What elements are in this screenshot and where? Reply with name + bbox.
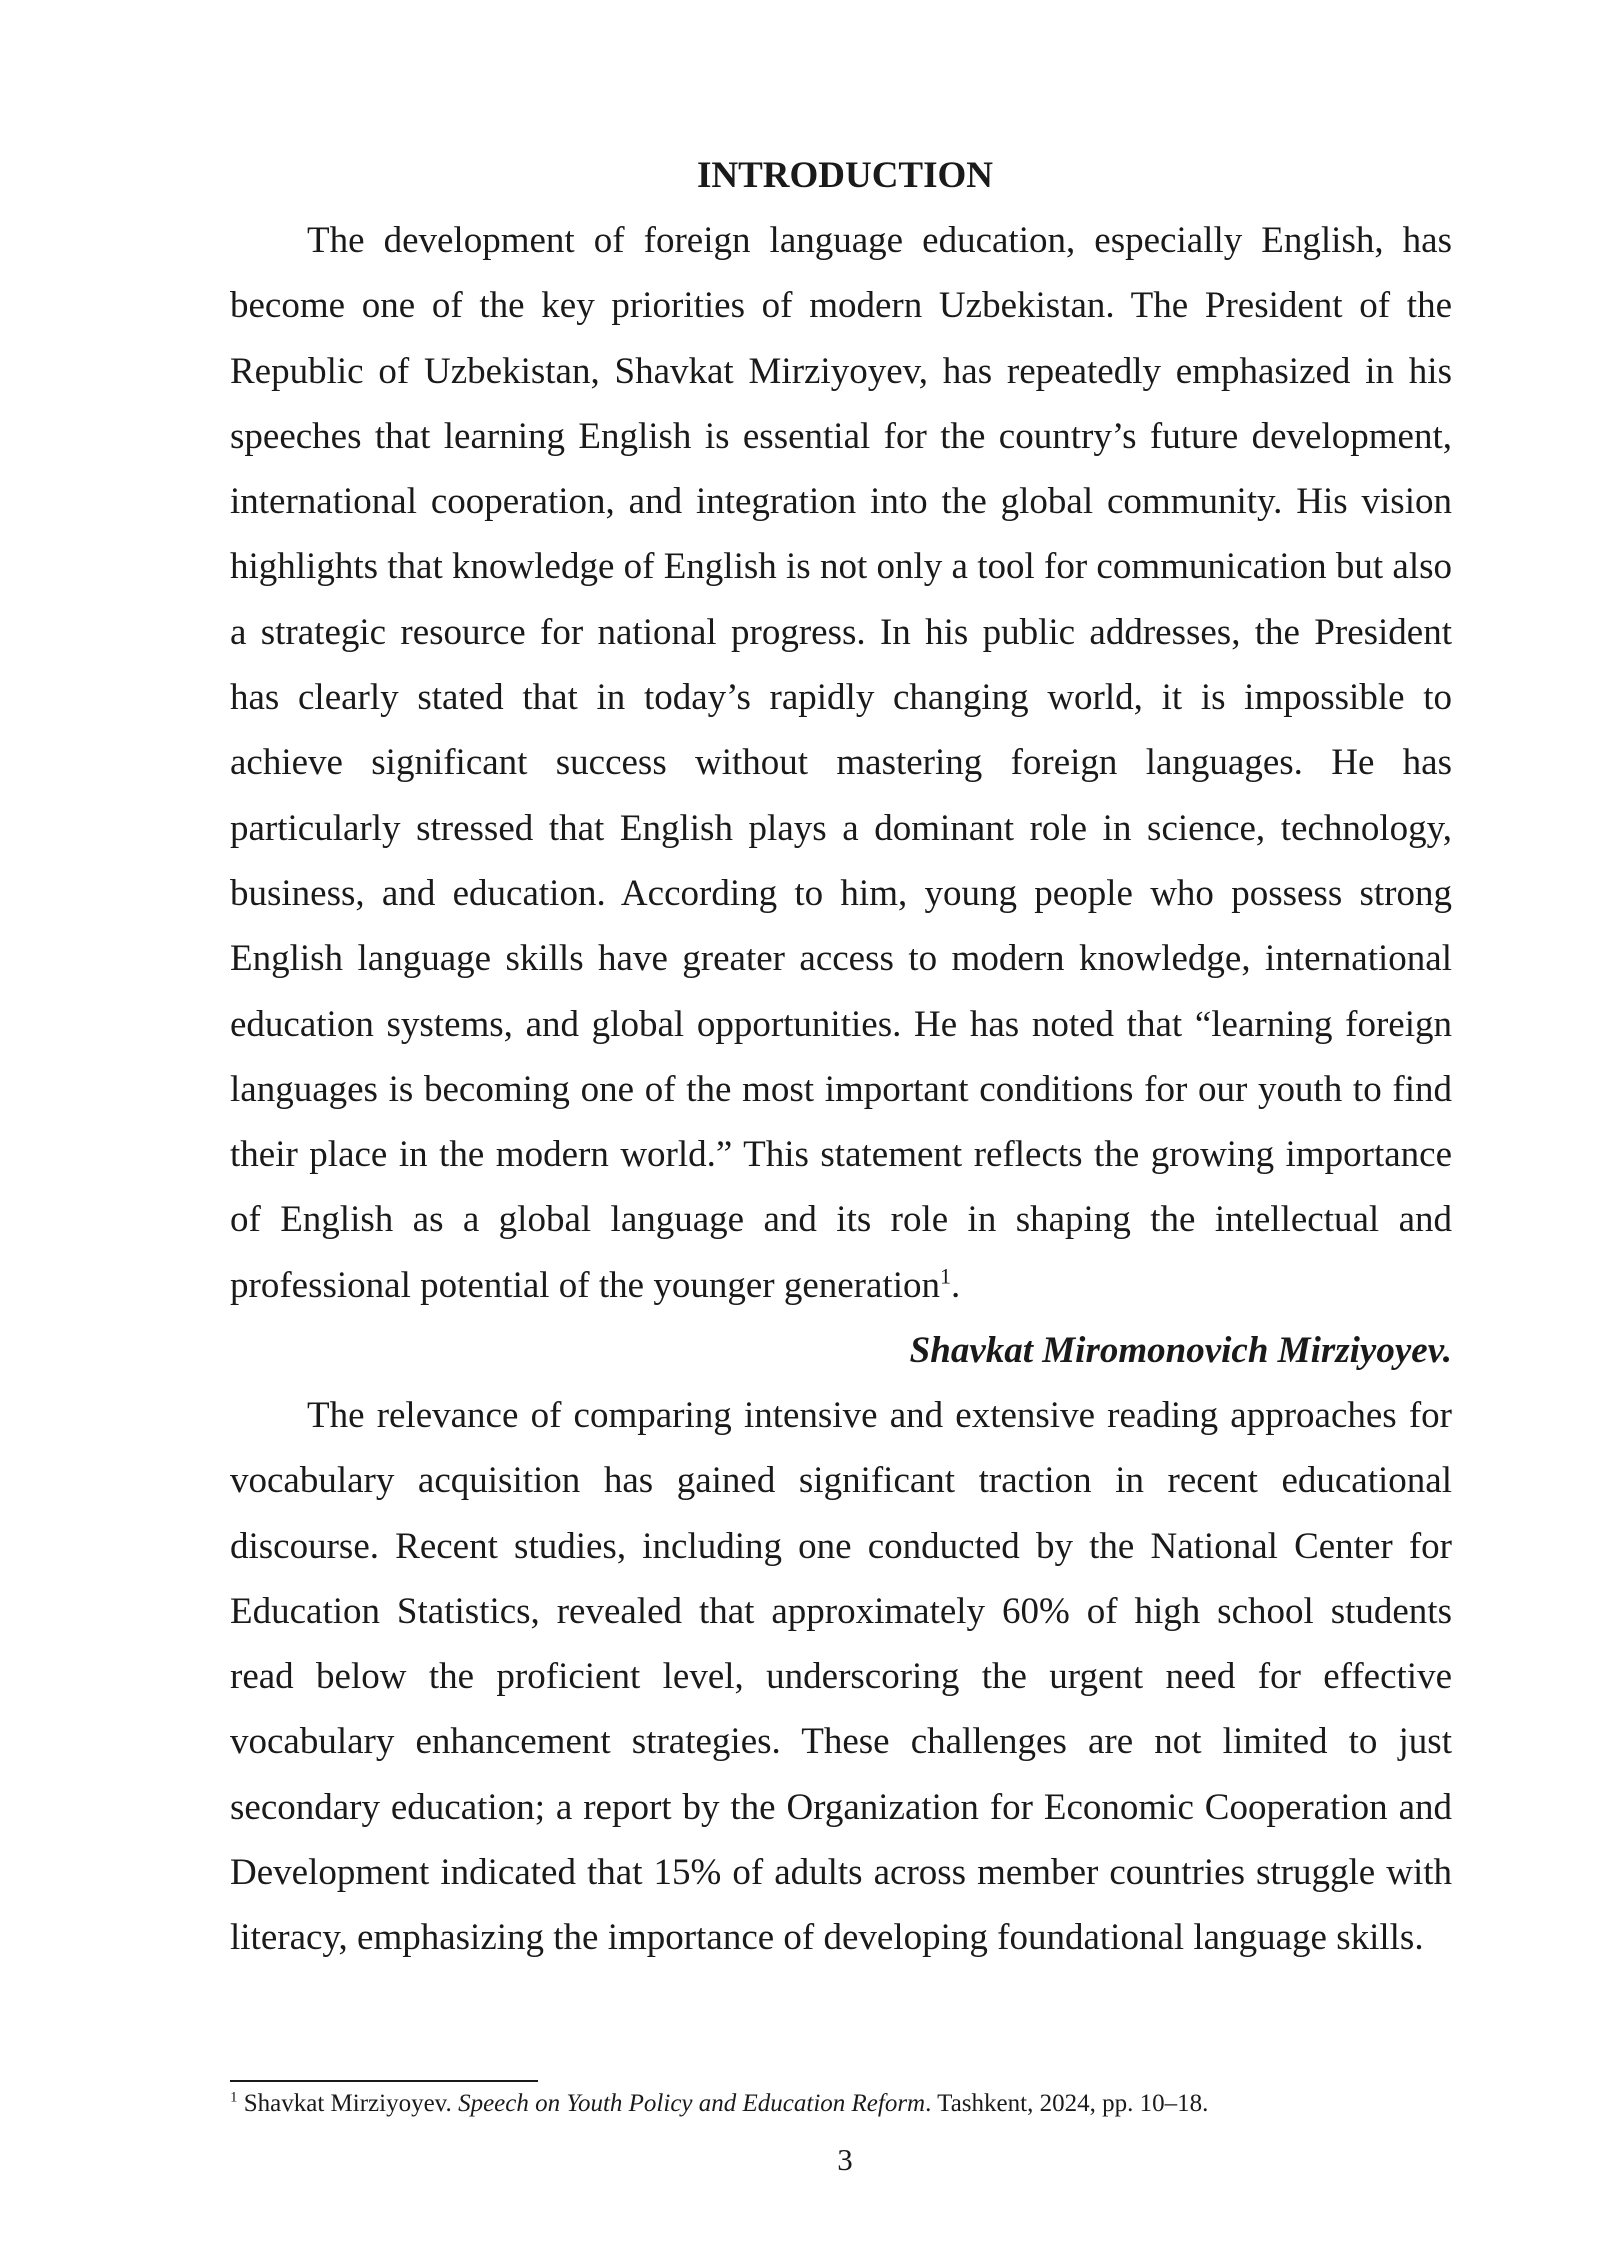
footnote-details: . Tashkent, 2024, pp. 10–18. (925, 2090, 1209, 2117)
footnote-author: Shavkat Mirziyoyev. (243, 2090, 452, 2117)
quote-attribution: Shavkat Miromonovich Mirziyoyev. (909, 1330, 1452, 1371)
footnote-separator (230, 2080, 538, 2082)
paragraph-relevance: The relevance of comparing intensive and extensive reading approaches for vocabulary acquisition has gained significant traction in recent educational discourse. Recent studies, including one conducted by the National Center for Education Statistics, revealed that approximately 60% of high school students read below the proficient level, underscoring the urgent need for effective vocabulary enhancement strategies. These challenges are not limited to just secondary education; a report by the Organization for Economic Cooperation and Development indicated that 15% of adults across member countries struggle with literacy, emphasizing the importance of developing foundational language skills. (230, 1395, 1452, 1959)
footnote-marker: 1 (230, 2089, 238, 2106)
paragraph-intro-end: . (950, 1264, 961, 1306)
footnote (230, 2086, 1452, 2122)
section-heading: INTRODUCTION (696, 155, 994, 196)
paragraph-intro (230, 208, 1452, 1318)
footnote-reference[interactable]: 1 (939, 1263, 951, 1289)
paragraph-intro-text: The development of foreign language education, especially English, has become one of the key priorities of modern Uzbekistan. The President of the Republic of Uzbekistan, Shavkat Mirziyoyev, has repeatedly emphasized in his speeches that learning English is essential for the country’s future development, international cooperation, and integration into the global community. His vision highlights that knowledge of English is not only a tool for communication but also a strategic resource for national progress. In his public addresses, the President has clearly stated that in today’s rapidly changing world, it is impossible to achieve significant success without mastering foreign languages. He has particularly stressed that English plays a dominant role in science, technology, business, and education. According to him, young people who possess strong English language skills have greater access to modern knowledge, international education systems, and global opportunities. He has noted that “learning foreign languages is becoming one of the most important conditions for our youth to find their place in the modern world.” This statement reflects the growing importance of English as a global language and its role in shaping the intellectual and professional potential of the younger generation (230, 220, 1452, 1306)
page-number: 3 (837, 2142, 853, 2177)
footnote-title: Speech on Youth Policy and Education Reform (458, 2090, 926, 2117)
